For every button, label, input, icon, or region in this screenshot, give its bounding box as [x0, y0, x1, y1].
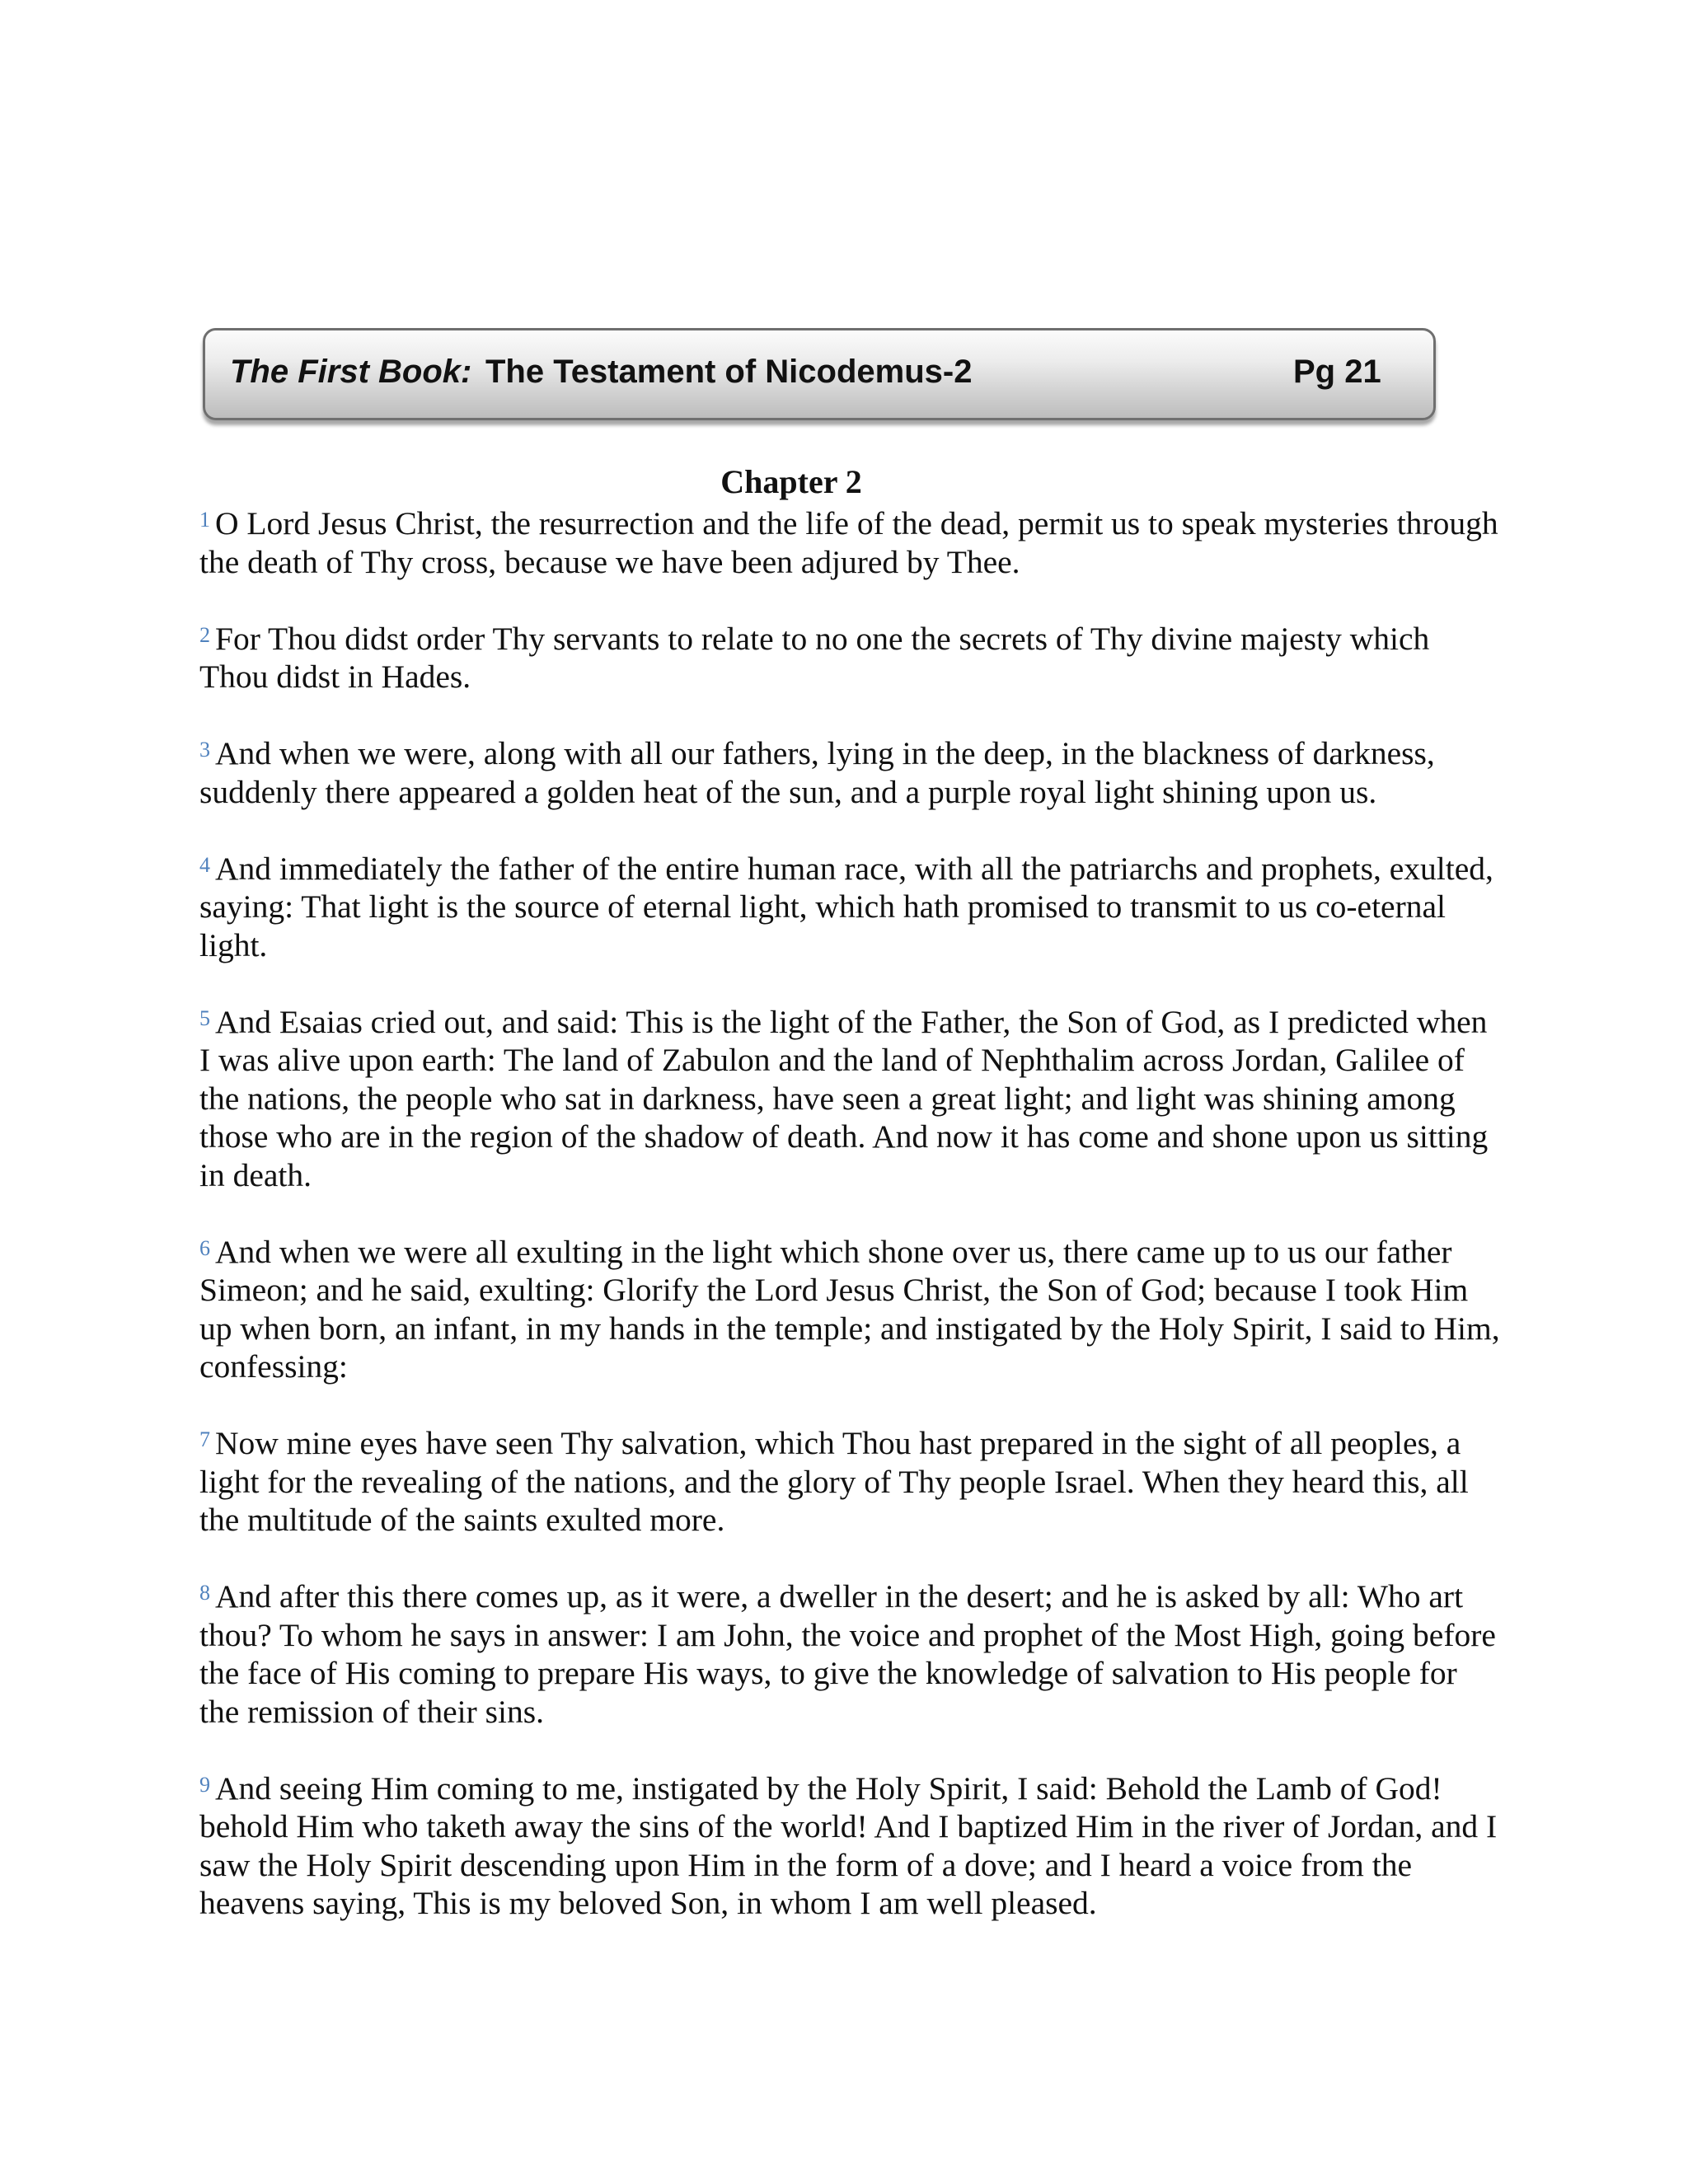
book-label: The First Book: [230, 354, 472, 390]
verse [199, 850, 1502, 965]
chapter-title: Chapter 2 [720, 463, 862, 500]
verse-number: 8 [199, 1581, 210, 1605]
verse [199, 1424, 1502, 1540]
verse-text: For Thou didst order Thy servants to relate to no one the secrets of Thy divine majesty which Thou didst in Hades. [199, 620, 1430, 695]
verse [199, 1769, 1502, 1923]
verse-number: 6 [199, 1235, 210, 1260]
verse [199, 620, 1502, 696]
verse-number: 4 [199, 852, 210, 877]
verse-number: 5 [199, 1005, 210, 1030]
verse-text: And Esaias cried out, and said: This is the light of the Father, the Son of God, as I predicted when I was alive upon earth: The land of Zabulon and the land of Nephthalim across Jordan, Galilee of the nations, the people who sat in darkness, have seen a great light; and light was shining among those who are in the region of the shadow of death. And now it has come and shone upon us sitting in death. [199, 1003, 1489, 1193]
verse-number: 3 [199, 738, 210, 762]
verse-text: And seeing Him coming to me, instigated by the Holy Spirit, I said: Behold the Lamb of God! behold Him who taketh away the sins of the world! And I baptized Him in the river of Jordan, and I saw the Holy Spirit descending upon Him in the form of a dove; and I heard a voice from the heavens saying, This is my beloved Son, in whom I am well pleased. [199, 1769, 1498, 1921]
verse-number: 1 [199, 508, 210, 532]
document-title: The Testament of Nicodemus-2 [485, 354, 973, 390]
verse-number: 7 [199, 1427, 210, 1451]
verse-text: And when we were all exulting in the light which shone over us, there came up to us our father Simeon; and he said, exulting: Glorify the Lord Jesus Christ, the Son of God; because I took Him up when born, an infant, in my hands in the temple; and instigated by the Holy Spirit, I said to Him, confessing: [199, 1233, 1500, 1385]
verse-number: 2 [199, 622, 210, 647]
verse [199, 1577, 1502, 1731]
verse-text: O Lord Jesus Christ, the resurrection and the life of the dead, permit us to speak mysteries through the death of Thy cross, because we have been adjured by Thee. [199, 505, 1498, 580]
verse-text: And when we were, along with all our fathers, lying in the deep, in the blackness of darkness, suddenly there appeared a golden heat of the sun, and a purple royal light shining upon us. [199, 735, 1435, 810]
verse-list [199, 504, 1502, 1961]
page-header [203, 328, 1436, 420]
verse [199, 734, 1502, 811]
verse-text: Now mine eyes have seen Thy salvation, which Thou hast prepared in the sight of all peoples, a light for the revealing of the nations, and the glory of Thy people Israel. When they heard this, all the multitude of the saints exulted more. [199, 1425, 1469, 1538]
verse [199, 1003, 1502, 1195]
verse-number: 9 [199, 1772, 210, 1797]
verse-text: And immediately the father of the entire human race, with all the patriarchs and prophets, exulted, saying: That light is the source of eternal light, which hath promised to transmit to us co-eternal light. [199, 850, 1493, 963]
page-number: Pg 21 [1293, 354, 1381, 390]
verse-text: And after this there comes up, as it were, a dweller in the desert; and he is asked by all: Who art thou? To whom he says in answer: I am John, the voice and prophet of the Most High, going before the face of His coming to prepare His ways, to give the knowledge of salvation to His people for the remission of their sins. [199, 1578, 1496, 1730]
verse [199, 1233, 1502, 1386]
verse [199, 504, 1502, 581]
